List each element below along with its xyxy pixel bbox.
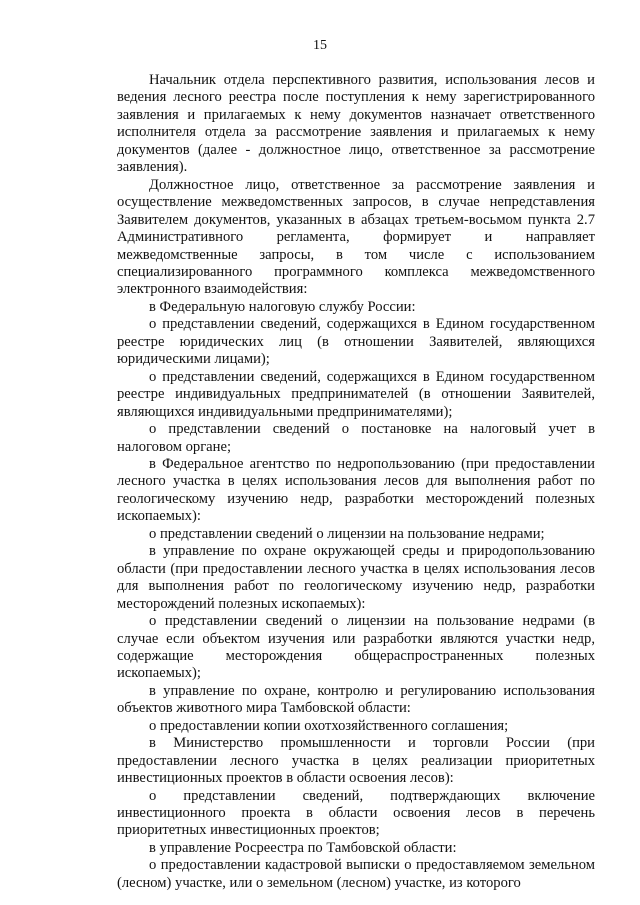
paragraph: о предоставлении кадастровой выписки о предоставляемом земельном (лесном) участке, или о земельном (лесном) участке, из которого (117, 857, 595, 891)
paragraph: Начальник отдела перспективного развития, использования лесов и ведения лесного реестра после поступления к нему зарегистрированного заявления и прилагаемых к нему документов назначает ответственного исполнителя отдела за рассмотрение заявления и прилагаемых к нему документов (далее - должностное лицо, ответственное за рассмотрение заявления). (117, 72, 595, 176)
paragraph: в управление Росреестра по Тамбовской области: (149, 839, 457, 856)
paragraph: в Федеральное агентство по недропользованию (при предоставлении лесного участка в целях использования лесов для выполнения работ по геологическому изучению недр, разработки месторождений полезных ископаемых): (117, 455, 595, 525)
document-body (117, 72, 595, 892)
paragraph: в Министерство промышленности и торговли России (при предоставлении лесного участка в целях реализации приоритетных инвестиционных проектов в области освоения лесов): (117, 735, 595, 787)
paragraph: в управление по охране, контролю и регулированию использования объектов животного мира Тамбовской области: (117, 682, 595, 717)
paragraph: Должностное лицо, ответственное за рассмотрение заявления и осуществление межведомственных запросов, в случае непредставления Заявителем документов, указанных в абзацах третьем-восьмом пункта 2.7 Административного регламента, формирует и направляет межведомственные запросы, в том числе с использованием специализированного программного комплекса межведомственного электронного взаимодействия: (117, 176, 595, 298)
paragraph: о представлении сведений, содержащихся в Едином государственном реестре индивидуальных предпринимателей (в отношении Заявителей, являющихся индивидуальными предпринимателями); (117, 368, 595, 420)
page-number: 15 (313, 38, 327, 53)
paragraph: в управление по охране окружающей среды и природопользованию области (при предоставлении лесного участка в целях использования лесов для выполнения работ по геологическому изучению недр, разработки месторождений полезных ископаемых): (117, 543, 595, 612)
paragraph: о представлении сведений, подтверждающих включение инвестиционного проекта в области освоения лесов в перечень приоритетных инвестиционных проектов; (117, 787, 595, 839)
paragraph: в Федеральную налоговую службу России: (149, 298, 416, 315)
paragraph: о представлении сведений о лицензии на пользование недрами; (149, 525, 545, 542)
paragraph: о представлении сведений о постановке на налоговый учет в налоговом органе; (117, 421, 595, 455)
paragraph: о представлении сведений о лицензии на пользование недрами (в случае если объектом изучения или разработки являются участки недр, содержащие месторождения общераспространенных полезных ископаемых); (117, 613, 595, 682)
paragraph: о представлении сведений, содержащихся в Едином государственном реестре юридических лиц (в отношении Заявителей, являющихся юридическими лицами); (117, 316, 595, 368)
paragraph: о предоставлении копии охотхозяйственного соглашения; (149, 717, 509, 734)
